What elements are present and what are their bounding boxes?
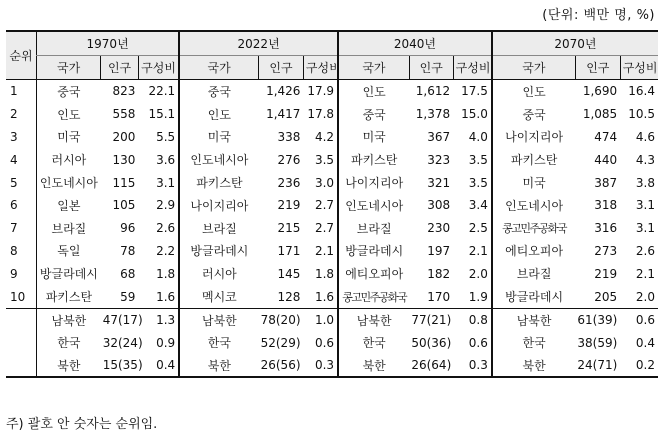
population-cell: 318	[594, 198, 618, 213]
share-cell: 3.0	[314, 175, 335, 190]
country-cell: 북한	[492, 354, 576, 378]
population-cell: 197	[427, 243, 451, 258]
population-cell: 1,612	[415, 84, 451, 99]
population-cell: 440	[594, 152, 618, 167]
population-cell: 338	[277, 129, 301, 144]
population-cell: 15(35)	[101, 354, 139, 378]
population-cell: 170	[409, 285, 453, 308]
year-header: 1970년	[37, 31, 180, 56]
rank-cell: 1	[10, 84, 18, 99]
population-cell: 77(21)	[411, 313, 452, 328]
share-cell: 2.1	[635, 266, 655, 281]
share-cell: 3.4	[468, 198, 488, 213]
share-cell: 15.0	[461, 107, 488, 122]
country-cell: 중국	[179, 80, 258, 103]
table-row	[6, 126, 658, 149]
population-cell: 50(36)	[411, 335, 452, 350]
country-cell: 러시아	[37, 148, 101, 171]
share-cell: 2.6	[635, 243, 655, 258]
share-cell: 2.7	[314, 198, 335, 213]
population-cell: 145	[277, 266, 301, 281]
country-cell: 중국	[37, 80, 101, 103]
population-col-header: 인구	[409, 56, 453, 80]
share-col-header: 구성비	[303, 56, 338, 80]
country-cell: 인도	[492, 80, 576, 103]
share-cell: 1.6	[303, 285, 338, 308]
population-cell: 1,378	[415, 107, 451, 122]
rank-cell: 4	[10, 152, 18, 167]
population-cell: 26(64)	[409, 354, 453, 378]
korea-row	[6, 354, 658, 378]
rank-cell: 3	[10, 129, 18, 144]
country-cell: 나이지리아	[179, 194, 258, 217]
share-cell: 1.6	[138, 285, 179, 308]
table-row	[6, 103, 658, 126]
table-row	[6, 194, 658, 217]
share-cell: 3.1	[635, 198, 655, 213]
population-cell: 308	[427, 198, 451, 213]
share-col-header: 구성비	[453, 56, 492, 80]
share-cell: 3.5	[314, 152, 335, 167]
rank-cell-empty	[6, 308, 37, 331]
rank-cell: 7	[10, 221, 18, 236]
country-cell: 브라질	[179, 217, 258, 240]
share-cell: 5.5	[156, 129, 176, 144]
country-cell: 브라질	[37, 217, 101, 240]
country-cell: 브라질	[492, 262, 576, 285]
population-cell: 321	[427, 175, 451, 190]
table-row	[6, 148, 658, 171]
country-cell: 에티오피아	[338, 262, 409, 285]
country-cell: 콩고민주공화국	[492, 217, 576, 240]
population-cell: 78	[120, 243, 136, 258]
population-cell: 61(39)	[577, 313, 618, 328]
share-col-header: 구성비	[620, 56, 658, 80]
population-cell: 558	[112, 107, 136, 122]
rank-header: 순위	[6, 31, 37, 80]
share-cell: 0.6	[314, 335, 335, 350]
population-cell: 1,690	[582, 84, 618, 99]
footnote: 주) 괄호 안 숫자는 순위임.	[6, 417, 158, 432]
rank-cell: 10	[6, 285, 37, 308]
share-cell: 3.1	[635, 221, 655, 236]
share-cell: 2.1	[314, 243, 335, 258]
population-col-header: 인구	[575, 56, 620, 80]
country-cell: 방글라데시	[37, 262, 101, 285]
population-cell: 96	[120, 221, 136, 236]
country-cell: 미국	[338, 126, 409, 149]
share-cell: 4.3	[635, 152, 655, 167]
country-cell: 미국	[179, 126, 258, 149]
population-cell: 130	[112, 152, 136, 167]
share-cell: 2.0	[620, 285, 658, 308]
country-cell: 인도네시아	[37, 171, 101, 194]
share-cell: 4.2	[314, 129, 335, 144]
share-cell: 2.9	[156, 198, 176, 213]
country-cell: 미국	[37, 126, 101, 149]
share-cell: 15.1	[148, 107, 176, 122]
population-cell: 219	[277, 198, 301, 213]
share-cell: 10.5	[628, 107, 655, 122]
table-row	[6, 285, 658, 308]
population-cell: 1,426	[266, 84, 301, 99]
share-cell: 4.6	[635, 129, 655, 144]
country-cell: 인도네시아	[492, 194, 576, 217]
share-cell: 17.5	[461, 84, 488, 99]
country-cell: 파키스탄	[37, 285, 101, 308]
rank-cell: 5	[10, 175, 18, 190]
country-cell: 인도	[37, 103, 101, 126]
country-cell: 중국	[338, 103, 409, 126]
table-row	[6, 217, 658, 240]
country-cell: 남북한	[179, 308, 258, 331]
population-cell: 78(20)	[260, 313, 301, 328]
population-cell: 387	[594, 175, 618, 190]
country-cell: 방글라데시	[338, 240, 409, 263]
share-cell: 1.0	[314, 313, 335, 328]
rank-cell-empty	[6, 331, 37, 354]
year-header: 2022년	[179, 31, 338, 56]
population-cell: 823	[112, 84, 136, 99]
population-col-header: 인구	[101, 56, 139, 80]
country-col-header: 국가	[179, 56, 258, 80]
population-ranking-table	[6, 30, 658, 378]
country-cell: 한국	[179, 331, 258, 354]
share-cell: 1.3	[156, 313, 176, 328]
share-cell: 0.9	[156, 335, 176, 350]
rank-cell: 9	[10, 266, 18, 281]
population-cell: 38(59)	[577, 335, 618, 350]
country-cell: 북한	[179, 354, 258, 378]
population-cell: 105	[112, 198, 136, 213]
year-header-row	[6, 31, 658, 56]
table-row	[6, 80, 658, 103]
share-cell: 0.4	[635, 335, 655, 350]
country-col-header: 국가	[338, 56, 409, 80]
population-cell: 47(17)	[102, 313, 143, 328]
population-cell: 316	[594, 221, 618, 236]
share-cell: 3.6	[156, 152, 176, 167]
country-cell: 파키스탄	[338, 148, 409, 171]
country-cell: 북한	[37, 354, 101, 378]
country-cell: 인도네시아	[179, 148, 258, 171]
country-cell: 일본	[37, 194, 101, 217]
rank-cell: 2	[10, 107, 18, 122]
share-cell: 3.1	[156, 175, 176, 190]
country-cell: 파키스탄	[179, 171, 258, 194]
population-cell: 115	[112, 175, 136, 190]
population-cell: 200	[112, 129, 136, 144]
share-cell: 1.9	[453, 285, 492, 308]
population-cell: 323	[427, 152, 451, 167]
population-cell: 474	[594, 129, 618, 144]
country-cell: 남북한	[37, 308, 101, 331]
population-cell: 1,085	[582, 107, 618, 122]
country-cell: 인도	[179, 103, 258, 126]
country-cell: 중국	[492, 103, 576, 126]
share-cell: 0.6	[468, 335, 488, 350]
share-cell: 2.6	[156, 221, 176, 236]
population-cell: 219	[594, 266, 618, 281]
population-col-header: 인구	[259, 56, 304, 80]
population-cell: 276	[277, 152, 301, 167]
population-cell: 273	[594, 243, 618, 258]
population-cell: 205	[575, 285, 620, 308]
country-cell: 한국	[338, 331, 409, 354]
country-cell: 에티오피아	[492, 240, 576, 263]
share-cell: 0.4	[138, 354, 179, 378]
table-row	[6, 171, 658, 194]
share-cell: 2.7	[314, 221, 335, 236]
rank-cell: 6	[10, 198, 18, 213]
share-cell: 0.3	[303, 354, 338, 378]
korea-row	[6, 331, 658, 354]
population-cell: 32(24)	[102, 335, 143, 350]
population-cell: 367	[427, 129, 451, 144]
country-cell: 멕시코	[179, 285, 258, 308]
country-cell: 인도네시아	[338, 194, 409, 217]
share-cell: 3.5	[468, 175, 488, 190]
share-cell: 2.1	[468, 243, 488, 258]
share-cell: 0.2	[620, 354, 658, 378]
country-cell: 나이지리아	[492, 126, 576, 149]
share-cell: 2.0	[468, 266, 488, 281]
country-cell: 러시아	[179, 262, 258, 285]
population-cell: 1,417	[266, 107, 301, 122]
rank-cell: 8	[10, 243, 18, 258]
population-cell: 230	[427, 221, 451, 236]
country-cell: 독일	[37, 240, 101, 263]
share-cell: 0.3	[453, 354, 492, 378]
country-cell: 남북한	[492, 308, 576, 331]
year-header: 2040년	[338, 31, 492, 56]
share-cell: 0.6	[635, 313, 655, 328]
population-cell: 182	[427, 266, 451, 281]
population-cell: 171	[277, 243, 301, 258]
population-cell: 59	[101, 285, 139, 308]
unit-label: (단위: 백만 명, %)	[542, 8, 655, 23]
share-col-header: 구성비	[138, 56, 179, 80]
country-cell: 미국	[492, 171, 576, 194]
share-cell: 1.8	[314, 266, 335, 281]
country-cell: 나이지리아	[338, 171, 409, 194]
share-cell: 0.8	[468, 313, 488, 328]
share-cell: 16.4	[628, 84, 655, 99]
country-cell: 파키스탄	[492, 148, 576, 171]
population-cell: 236	[277, 175, 301, 190]
population-cell: 128	[259, 285, 304, 308]
share-cell: 17.9	[307, 84, 335, 99]
population-cell: 24(71)	[575, 354, 620, 378]
country-cell: 방글라데시	[492, 285, 576, 308]
share-cell: 22.1	[148, 84, 176, 99]
share-cell: 17.8	[307, 107, 335, 122]
korea-row	[6, 308, 658, 331]
country-col-header: 국가	[492, 56, 576, 80]
table-row	[6, 240, 658, 263]
country-cell: 북한	[338, 354, 409, 378]
share-cell: 3.5	[468, 152, 488, 167]
share-cell: 4.0	[468, 129, 488, 144]
country-cell: 인도	[338, 80, 409, 103]
table-row	[6, 262, 658, 285]
population-cell: 52(29)	[260, 335, 301, 350]
year-header: 2070년	[492, 31, 658, 56]
share-cell: 2.2	[156, 243, 176, 258]
country-cell: 브라질	[338, 217, 409, 240]
rank-cell-empty	[6, 354, 37, 378]
share-cell: 1.8	[156, 266, 176, 281]
share-cell: 2.5	[468, 221, 488, 236]
population-cell: 215	[277, 221, 301, 236]
population-cell: 68	[120, 266, 136, 281]
country-cell: 남북한	[338, 308, 409, 331]
column-header-row	[6, 56, 658, 80]
country-cell: 한국	[37, 331, 101, 354]
country-cell: 한국	[492, 331, 576, 354]
country-col-header: 국가	[37, 56, 101, 80]
share-cell: 3.8	[635, 175, 655, 190]
country-cell: 콩고민주공화국	[338, 285, 409, 308]
country-cell: 방글라데시	[179, 240, 258, 263]
population-cell: 26(56)	[259, 354, 304, 378]
